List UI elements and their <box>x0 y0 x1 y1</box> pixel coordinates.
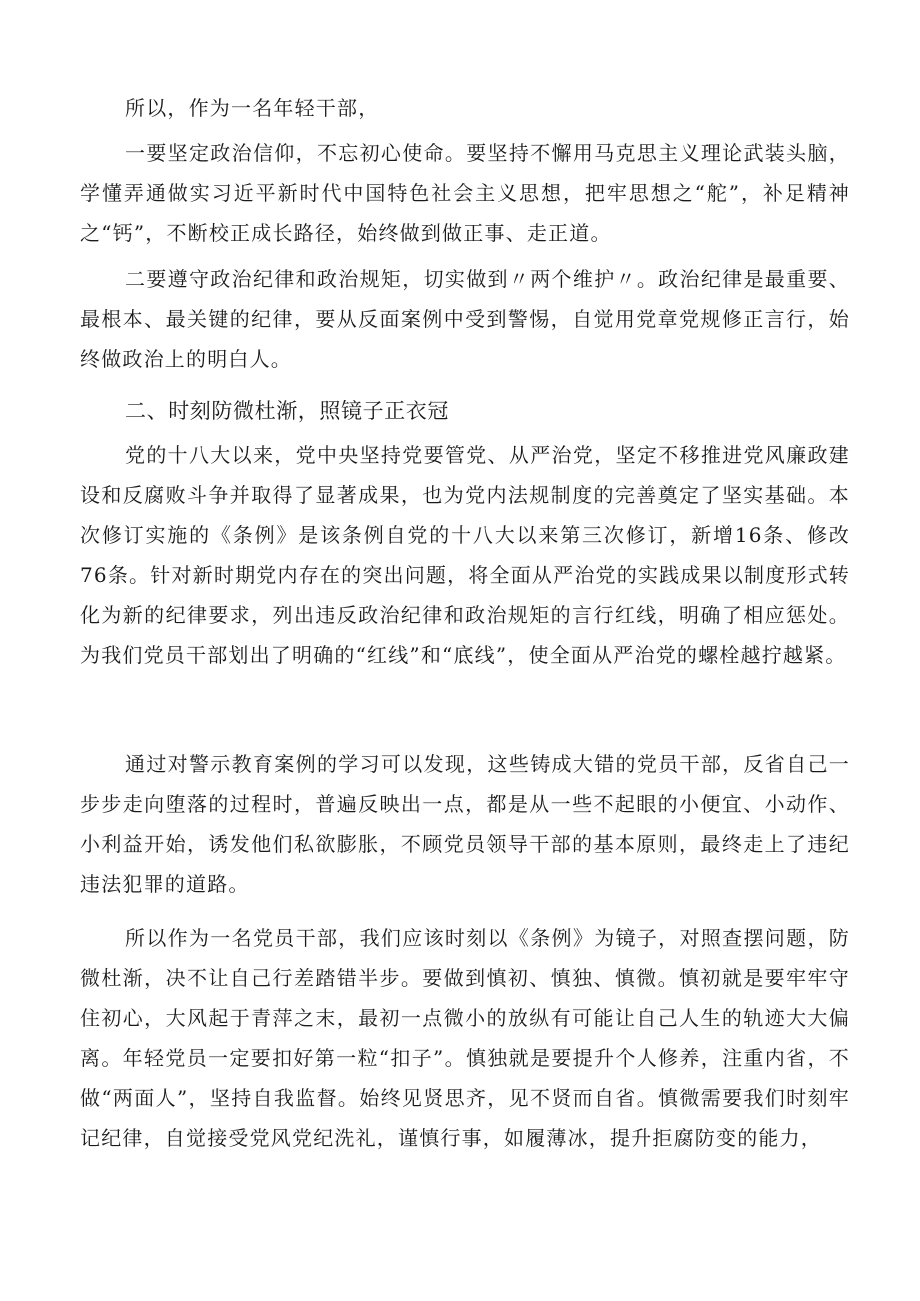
paragraph-since-18th-congress: 党的十八大以来，党中央坚持党要管党、从严治党，坚定不移推进党风廉政建设和反腐败斗争并取得了显著成果，也为党内法规制度的完善奠定了坚实基础。本次修订实施的《条例》是该条例自党的十八大以来第三次修订，新增16条、修改76条。针对新时期党内存在的突出问题，将全面从严治党的实践成果以制度形式转化为新的纪律要求，列出违反政治纪律和政治规矩的言行红线，明确了相应惩处。为我们党员干部划出了明确的“红线”和“底线”，使全面从严治党的螺栓越拧越紧。 <box>80 443 850 667</box>
paragraph-political-belief: 一要坚定政治信仰，不忘初心使命。要坚持不懈用马克思主义理论武装头脑，学懂弄通做实习近平新时代中国特色社会主义思想，把牢思想之“舵”，补足精神之“钙”，不断校正成长路径，始终做到做正事、走正道。 <box>80 141 850 245</box>
paragraph-take-regulations-as-mirror: 所以作为一名党员干部，我们应该时刻以《条例》为镜子，对照查摆问题，防微杜渐，决不让自己行差踏错半步。要做到慎初、慎独、慎微。慎初就是要牢牢守住初心，大风起于青萍之末，最初一点微小的放纵有可能让自己人生的轨迹大大偏离。年轻党员一定要扣好第一粒“扣子”。慎独就是要提升个人修养，注重内省，不做“两面人”，坚持自我监督。始终见贤思齐，见不贤而自省。慎微需要我们时刻牢记纪律，自觉接受党风党纪洗礼，谨慎行事，如履薄冰，提升拒腐防变的能力， <box>80 926 850 1150</box>
paragraph-intro: 所以，作为一名年轻干部， <box>125 96 380 120</box>
section-heading: 二、时刻防微杜渐，照镜子正衣冠 <box>125 399 449 423</box>
paragraph-political-discipline: 二要遵守政治纪律和政治规矩，切实做到〃两个维护〃。政治纪律是最重要、最根本、最关键的纪律，要从反面案例中受到警惕，自觉用党章党规修正言行，始终做政治上的明白人。 <box>80 267 850 371</box>
paragraph-warning-education: 通过对警示教育案例的学习可以发现，这些铸成大错的党员干部，反省自己一步步走向堕落的过程时，普遍反映出一点，都是从一些不起眼的小便宜、小动作、小利益开始，诱发他们私欲膨胀，不顾党员领导干部的基本原则，最终走上了违纪违法犯罪的道路。 <box>80 752 850 896</box>
